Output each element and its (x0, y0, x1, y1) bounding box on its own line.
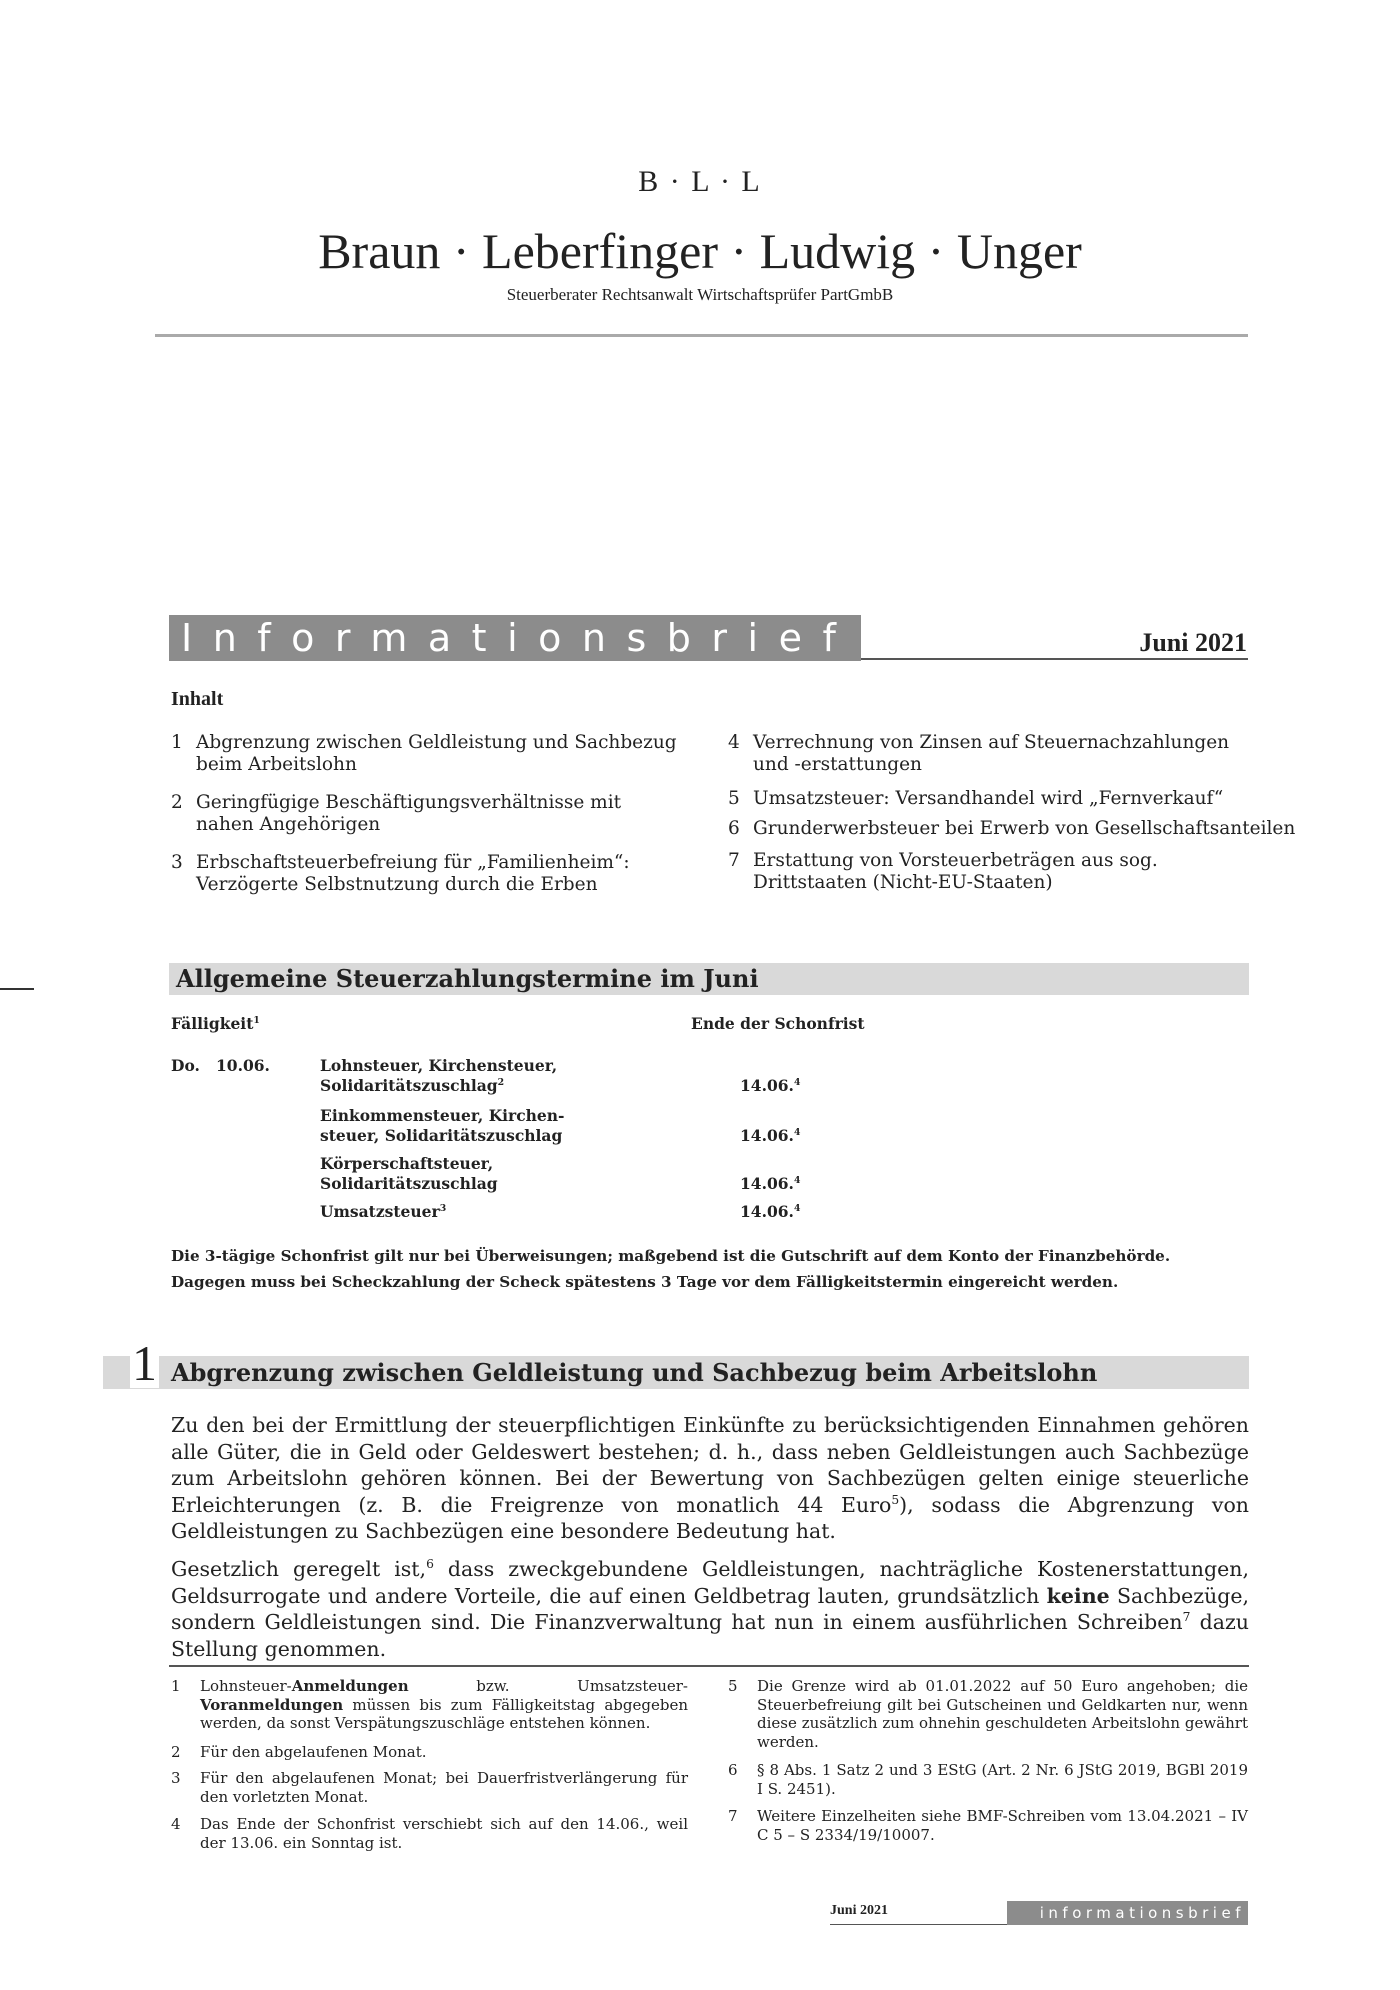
footnote (171, 1769, 688, 1809)
contents-item-text: Geringfügige Beschäftigungsverhältnisse mit nahen Angehörigen (196, 792, 622, 835)
contents-item (728, 818, 1296, 840)
footnote-ref: 2 (497, 1076, 505, 1088)
tax-row-line1: Einkommensteuer, Kirchen- (320, 1106, 565, 1125)
tax-row (320, 1106, 565, 1146)
footnote-ref: 4 (793, 1174, 801, 1186)
paragraph-text: Zu den bei der Ermittlung der steuerpflichtigen Einkünfte zu berücksichtigenden Einnahmen gehören alle Güter, die in Geld oder Geldeswert bestehen; d. h., dass neben Geldleistungen auch Sachbezüge zum Arbeitslohn gehören können. Bei der Bewertung von Sachbezügen gelten einige steuerliche Erleichterungen (z. B. die Freigrenze von monatlich 44 Euro (171, 1413, 1249, 1517)
contents-item (728, 788, 1248, 810)
footnote-number: 6 (728, 1761, 738, 1779)
contents-item-number: 5 (728, 788, 740, 809)
paragraph-text: dazu Stellung genommen. (171, 1610, 1249, 1661)
contents-item-text: Abgrenzung zwischen Geldleistung und Sachbezug beim Arbeitslohn (196, 732, 677, 775)
contents-item (171, 852, 691, 896)
contents-item-number: 1 (171, 732, 183, 753)
footnote-number: 2 (171, 1743, 181, 1761)
fold-mark (0, 988, 34, 990)
grace-end-date (740, 1202, 800, 1222)
firm-name: Braun · Leberfinger · Ludwig · Unger (318, 223, 1082, 279)
tax-row-line1: Lohnsteuer, Kirchensteuer, (320, 1056, 558, 1075)
footer-date: Juni 2021 (830, 1903, 888, 1918)
contents-item-text: Erbschaftsteuerbefreiung für „Familienheim“: Verzögerte Selbstnutzung durch die Erben (196, 852, 630, 895)
footnote (728, 1677, 1248, 1753)
tax-row (320, 1202, 446, 1222)
section-title: Abgrenzung zwischen Geldleistung und Sachbezug beim Arbeitslohn (171, 1358, 1098, 1387)
section-number: 1 (132, 1335, 157, 1391)
due-column-header (171, 1014, 260, 1034)
footnote-number: 4 (171, 1815, 181, 1833)
contents-item-number: 4 (728, 732, 740, 753)
banner-underline (861, 658, 1248, 660)
tax-row-line2: Solidaritätszuschlag (320, 1174, 498, 1193)
tax-row (320, 1154, 498, 1194)
paragraph-text: Sachbezüge, sondern Geldleistungen sind. Die Finanzverwaltung hat nun in einem ausführlichen Schreiben (171, 1583, 1249, 1634)
contents-item (728, 850, 1248, 894)
contents-item-text: Grunderwerbsteuer bei Erwerb von Gesellschaftsanteilen (753, 818, 1296, 839)
contents-item-text: Erstattung von Vorsteuerbeträgen aus sog. Drittstaaten (Nicht-EU-Staaten) (753, 850, 1158, 893)
footnote-text: Das Ende der Schonfrist verschiebt sich auf den 14.06., weil der 13.06. ein Sonntag ist. (200, 1815, 688, 1852)
footnote-text: Die Grenze wird ab 01.01.2022 auf 50 Euro angehoben; die Steuerbefreiung gilt bei Gutscheinen und Geldkarten nur, wenn diese zusätzlich zum ohnehin geschuldeten Arbeitslohn gewährt werden. (757, 1677, 1248, 1751)
grace-end-date (740, 1076, 800, 1096)
due-header-text: Fälligkeit (171, 1014, 254, 1033)
footnote (171, 1815, 688, 1855)
footnote (728, 1761, 1248, 1801)
footnote (171, 1743, 688, 1763)
tax-row-line1: Körperschaftsteuer, (320, 1154, 494, 1173)
tax-row-line1 (320, 1202, 446, 1222)
grace-end-text: 14.06. (740, 1202, 794, 1221)
emphasis: Anmeldungen (291, 1677, 409, 1695)
tax-row-line1-text: Umsatzsteuer (320, 1202, 440, 1221)
footnote-number: 5 (728, 1677, 738, 1695)
due-weekday: Do. (171, 1056, 200, 1075)
tax-dates-title: Allgemeine Steuerzahlungstermine im Juni (176, 964, 759, 993)
grace-note-line2: Dagegen muss bei Scheckzahlung der Scheck spätestens 3 Tage vor dem Fälligkeitstermin eingereicht werden. (171, 1273, 1119, 1291)
grace-end-text: 14.06. (740, 1126, 794, 1145)
footnote-text-part: Lohnsteuer- (200, 1677, 292, 1695)
contents-item-number: 2 (171, 792, 183, 813)
footnote (728, 1807, 1248, 1847)
grace-end-date (740, 1126, 800, 1146)
emphasis: keine (1046, 1583, 1110, 1608)
paragraph (171, 1412, 1249, 1545)
footnote-number: 1 (171, 1677, 181, 1695)
footnote-ref: 7 (1182, 1610, 1191, 1625)
contents-item-text: Umsatzsteuer: Versandhandel wird „Fernverkauf“ (753, 788, 1224, 809)
contents-item (171, 732, 686, 776)
footnote-ref: 4 (793, 1076, 801, 1088)
due-date: 10.06. (216, 1056, 270, 1075)
grace-note-line1: Die 3-tägige Schonfrist gilt nur bei Überweisungen; maßgebend ist die Gutschrift auf dem Konto der Finanzbehörde. (171, 1247, 1171, 1265)
contents-item (728, 732, 1248, 776)
tax-row-line2: steuer, Solidaritätszuschlag (320, 1126, 563, 1145)
footnote-divider (169, 1665, 1249, 1667)
footnote-text: Für den abgelaufenen Monat; bei Dauerfristverlängerung für den vorletzten Monat. (200, 1769, 688, 1806)
contents-item-text: Verrechnung von Zinsen auf Steuernachzahlungen und -erstattungen (753, 732, 1230, 775)
contents-item-number: 6 (728, 818, 740, 839)
footnote (171, 1677, 688, 1735)
footnote-ref: 1 (253, 1014, 260, 1026)
footnote-text: § 8 Abs. 1 Satz 2 und 3 EStG (Art. 2 Nr. 6 JStG 2019, BGBl 2019 I S. 2451). (757, 1761, 1248, 1798)
footnote-number: 7 (728, 1807, 738, 1825)
grace-column-header: Ende der Schonfrist (691, 1014, 865, 1033)
footnote-ref: 6 (426, 1557, 434, 1572)
emphasis: Voranmeldungen (200, 1695, 344, 1714)
footnote-text: Weitere Einzelheiten siehe BMF-Schreiben vom 13.04.2021 – IV C 5 – S 2334/19/10007. (757, 1807, 1248, 1844)
newsletter-banner: Informationsbrief (169, 615, 861, 661)
firm-initials: B · L · L (638, 165, 762, 198)
paragraph-text: dass zweckgebundene Geldleistungen, nachträgliche Kostenerstattungen, Geldsurrogate und andere Vorteile, die auf einen Geldbetrag lauten, grundsätzlich (171, 1557, 1249, 1608)
footer-rule (830, 1924, 1010, 1925)
grace-end-date (740, 1174, 800, 1194)
footnote-text-part: müssen bis zum Fälligkeitstag abgegeben werden, da sonst Verspätungszuschläge entstehen können. (200, 1695, 688, 1732)
footnote-ref: 4 (793, 1202, 801, 1214)
paragraph-text: ), sodass die Abgrenzung von Geldleistungen zu Sachbezügen eine besondere Bedeutung hat. (171, 1492, 1250, 1543)
paragraph (171, 1556, 1249, 1662)
contents-heading: Inhalt (171, 688, 224, 710)
contents-item-number: 7 (728, 850, 740, 871)
firm-subtitle: Steuerberater Rechtsanwalt Wirtschaftsprüfer PartGmbB (506, 285, 894, 304)
footer-banner: informationsbrief (1007, 1901, 1248, 1925)
contents-item (171, 792, 686, 836)
tax-row-line2-text: Solidaritätszuschlag (320, 1076, 498, 1095)
footnote-text: Für den abgelaufenen Monat. (200, 1743, 427, 1761)
contents-item-number: 3 (171, 852, 183, 873)
grace-end-text: 14.06. (740, 1174, 794, 1193)
footnote-text (200, 1677, 688, 1733)
issue-date: Juni 2021 (1139, 628, 1247, 657)
grace-end-text: 14.06. (740, 1076, 794, 1095)
footnote-ref: 4 (793, 1126, 801, 1138)
footnote-text-part: bzw. Umsatzsteuer- (408, 1677, 688, 1695)
footnote-ref: 3 (439, 1202, 447, 1214)
footnote-number: 3 (171, 1769, 181, 1787)
tax-row-line2 (320, 1076, 557, 1096)
letterhead-divider (155, 334, 1248, 337)
footnote-ref: 5 (891, 1492, 900, 1507)
tax-row (320, 1056, 557, 1096)
paragraph-text: Gesetzlich geregelt ist, (171, 1557, 427, 1581)
